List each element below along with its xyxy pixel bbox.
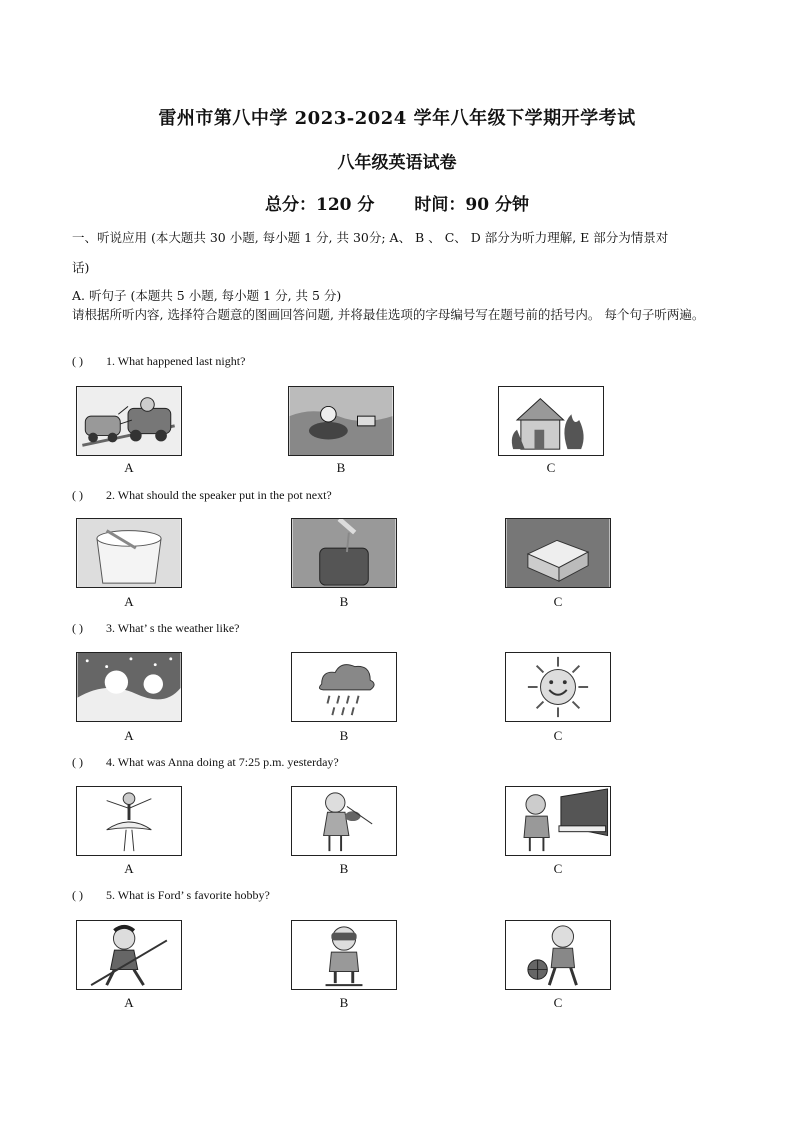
house-fire-image bbox=[498, 386, 604, 456]
section-a-instruction: 请根据所听内容, 选择符合题意的图画回答问题, 并将最佳选项的字母编号写在题号前的括号内。 每个句子听两遍。 bbox=[72, 307, 705, 322]
question-4 bbox=[72, 755, 339, 770]
car-accident-image bbox=[76, 386, 182, 456]
option-label: A bbox=[124, 995, 134, 1010]
option-label: B bbox=[336, 460, 346, 475]
exam-meta bbox=[0, 190, 794, 215]
option-label: C bbox=[546, 460, 556, 475]
snow-image bbox=[76, 652, 182, 722]
question-3 bbox=[72, 621, 240, 636]
option-label: C bbox=[553, 594, 563, 609]
option-label: A bbox=[124, 728, 134, 743]
answer-bracket[interactable]: ( ) bbox=[72, 354, 83, 368]
flood-image bbox=[288, 386, 394, 456]
yogurt-image bbox=[76, 518, 182, 588]
question-text: 2. What should the speaker put in the pot next? bbox=[106, 488, 332, 502]
question-text: 1. What happened last night? bbox=[106, 354, 246, 368]
option-label: B bbox=[339, 861, 349, 876]
option-label: A bbox=[124, 594, 134, 609]
section-1-heading-cont: 话) bbox=[72, 260, 90, 275]
answer-bracket[interactable]: ( ) bbox=[72, 488, 83, 502]
option-label: A bbox=[124, 861, 134, 876]
rain-icon bbox=[291, 652, 397, 722]
option-label: B bbox=[339, 594, 349, 609]
question-text: 5. What is Ford’ s favorite hobby? bbox=[106, 888, 270, 902]
question-5 bbox=[72, 888, 270, 903]
section-a-title: A. 听句子 (本题共 5 小题, 每小题 1 分, 共 5 分) bbox=[72, 288, 342, 303]
butter-image bbox=[505, 518, 611, 588]
honey-image bbox=[291, 518, 397, 588]
kung-fu-boy-image bbox=[76, 920, 182, 990]
violin-girl-image bbox=[291, 786, 397, 856]
option-label: C bbox=[553, 861, 563, 876]
option-label: C bbox=[553, 728, 563, 743]
answer-bracket[interactable]: ( ) bbox=[72, 888, 83, 902]
total-score: 总分：120 分 bbox=[265, 195, 375, 215]
question-2 bbox=[72, 488, 332, 503]
option-label: B bbox=[339, 995, 349, 1010]
skiing-boy-image bbox=[291, 920, 397, 990]
section-1-heading: 一、听说应用 (本大题共 30 小题, 每小题 1 分, 共 30分; A、 B 、 C、 D 部分为听力理解, E 部分为情景对 bbox=[72, 230, 669, 245]
exam-subtitle: 八年级英语试卷 bbox=[337, 153, 457, 173]
piano-girl-image bbox=[505, 786, 611, 856]
option-label: C bbox=[553, 995, 563, 1010]
question-text: 4. What was Anna doing at 7:25 p.m. yesterday? bbox=[106, 755, 339, 769]
option-label: A bbox=[124, 460, 134, 475]
exam-time: 时间：90 分钟 bbox=[414, 195, 529, 215]
question-1 bbox=[72, 354, 245, 369]
ballet-dancer-image bbox=[76, 786, 182, 856]
sun-icon bbox=[505, 652, 611, 722]
question-text: 3. What’ s the weather like? bbox=[106, 621, 240, 635]
option-label: B bbox=[339, 728, 349, 743]
answer-bracket[interactable]: ( ) bbox=[72, 621, 83, 635]
exam-title: 雷州市第八中学 2023-2024 学年八年级下学期开学考试 bbox=[158, 108, 636, 129]
answer-bracket[interactable]: ( ) bbox=[72, 755, 83, 769]
basketball-boy-image bbox=[505, 920, 611, 990]
